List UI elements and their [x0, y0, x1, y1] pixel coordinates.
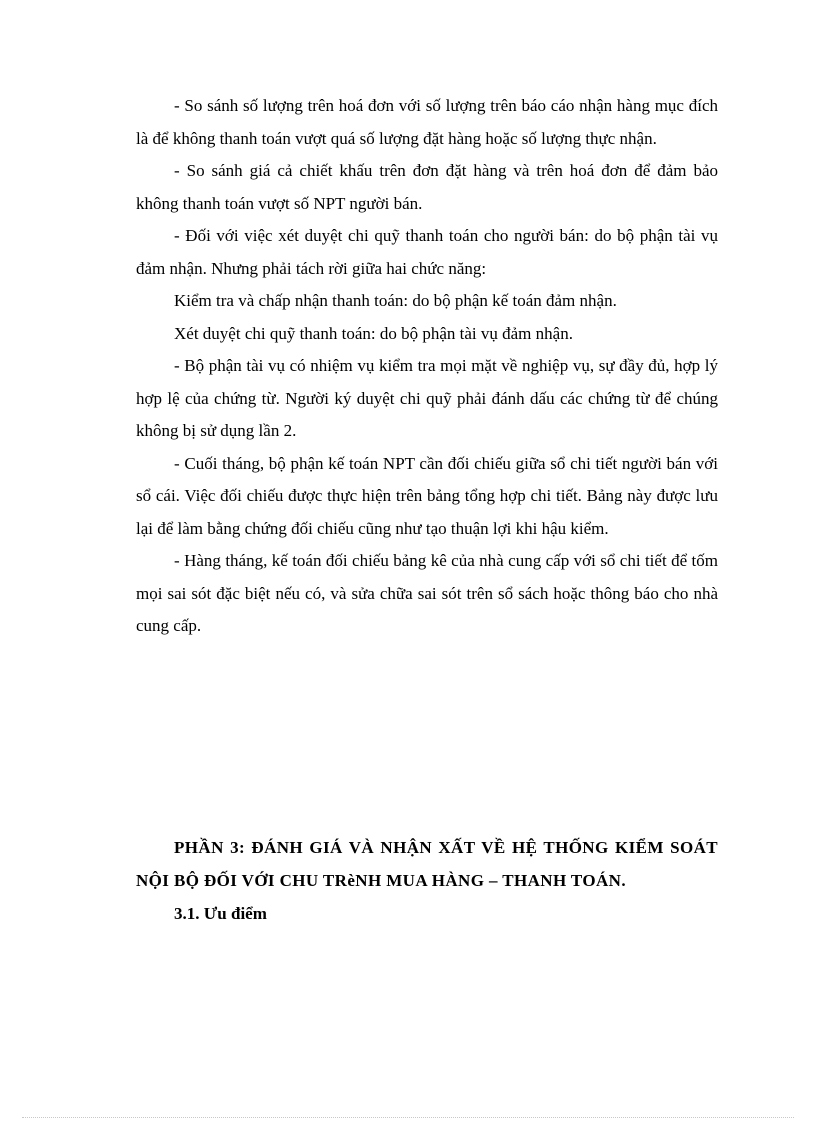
paragraph-month-end-reconciliation: - Cuối tháng, bộ phận kế toán NPT cần đối chiếu giữa sổ chi tiết người bán với sổ cái. Việc đối chiếu được thực hiện trên bảng tổng hợp chi tiết. Bảng này được lưu lại để làm bằng chứng đối chiếu cũng như tạo thuận lợi khi hậu kiểm.: [136, 453, 718, 538]
paragraph-payment-approval: - Đối với việc xét duyệt chi quỹ thanh toán cho người bán: do bộ phận tài vụ đảm nhận. Nhưng phải tách rời giữa hai chức năng:: [136, 226, 718, 278]
paragraph-price-discount-check: - So sánh giá cả chiết khấu trên đơn đặt hàng và trên hoá đơn để đảm bảo không thanh toán vượt số NPT người bán.: [136, 161, 718, 213]
section-heading: PHẦN 3: ĐÁNH GIÁ VÀ NHẬN XẤT VỀ HỆ THỐNG KIỂM SOÁT NỘI BỘ ĐỐI VỚI CHU TRèNH MUA HÀNG – THANH TOÁN.: [136, 838, 718, 890]
subsection-heading: 3.1. Ưu điểm: [174, 904, 267, 923]
section-heading-block: [136, 831, 718, 930]
paragraph-invoice-quantity-check: - So sánh số lượng trên hoá đơn với số lượng trên báo cáo nhận hàng mục đích là để không thanh toán vượt quá số lượng đặt hàng hoặc số lượng thực nhận.: [136, 96, 718, 148]
paragraph-accounting-duty: Kiểm tra và chấp nhận thanh toán: do bộ phận kế toán đảm nhận.: [174, 291, 617, 310]
paragraph-treasury-duty: Xét duyệt chi quỹ thanh toán: do bộ phận tài vụ đảm nhận.: [174, 323, 573, 343]
paragraph-supplier-statement-reconciliation: - Hàng tháng, kế toán đối chiếu bảng kê của nhà cung cấp với sổ chi tiết để tốm mọi sai sót đặc biệt nếu có, và sửa chữa sai sót trên sổ sách hoặc thông báo cho nhà cung cấp.: [136, 551, 718, 635]
paragraph-treasury-review: - Bộ phận tài vụ có nhiệm vụ kiểm tra mọi mặt về nghiệp vụ, sự đầy đủ, hợp lý hợp lệ của chứng từ. Người ký duyệt chi quỹ phải đánh dấu các chứng từ để chúng không bị sử dụng lần 2.: [136, 356, 718, 440]
page-bottom-divider: [22, 1117, 794, 1118]
body-text: [136, 90, 718, 643]
